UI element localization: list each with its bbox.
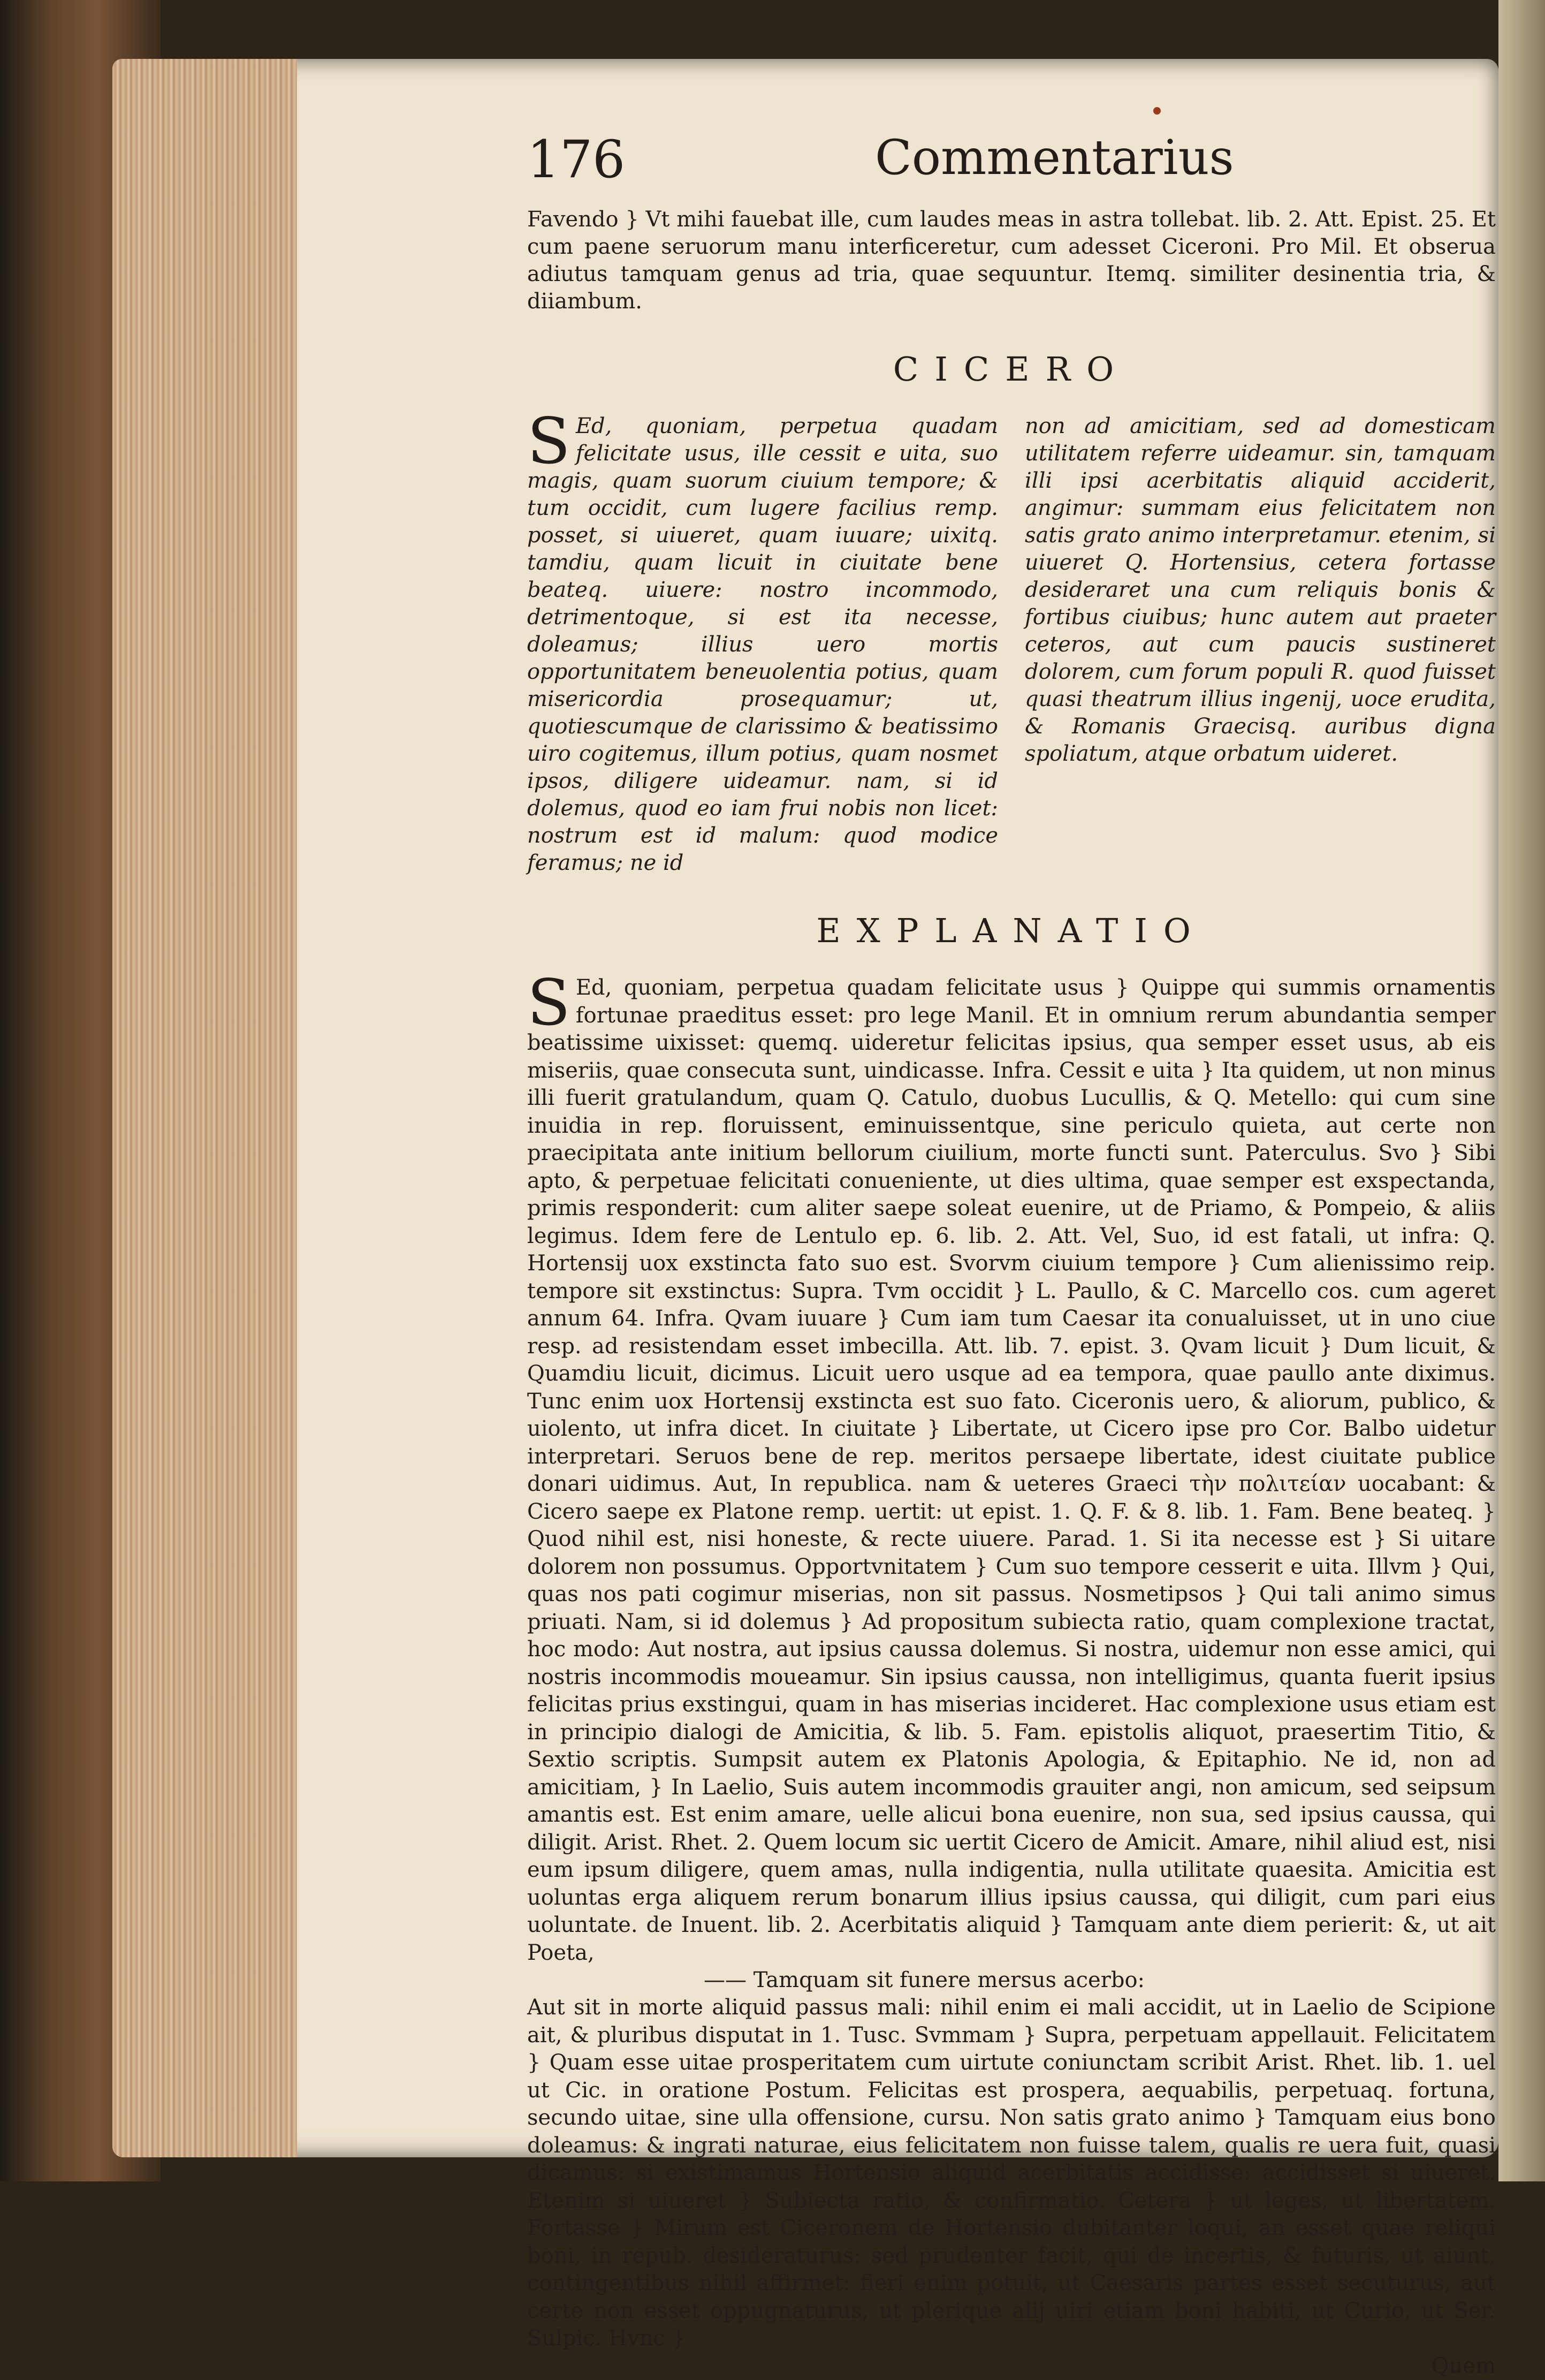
cicero-heading: CICERO: [893, 350, 1130, 389]
explanatio-text: Ed, quoniam, perpetua quadam felicitate usus } Quippe qui summis ornamentis fortunae praeditus esset: pro lege Manil. Et in omnium rerum abundantia semper beatissime uixisset: quemq. uideretur felicitas ipsius, qua semper esset usus, ab eis miseriis, quae consecuta sunt, uindicasse. Infra. Cessit e uita } Ita quidem, ut non minus illi fuerit gratulandum, quam Q. Catulo, duobus Lucullis, & Q. Metello: qui cum sine inuidia in rep. floruissent, eminuissentque, sine periculo quieta, aut certe non praecipitata ante initium bellorum ciuilium, morte functi sunt. Paterculus. Svo } Sibi apto, & perpetuae felicitati conueniente, ut dies ultima, quae semper est exspectanda, primis responderit: cum aliter saepe soleat euenire, ut de Priamo, & Pompeio, & aliis legimus. Idem fere de Lentulo ep. 6. lib. 2. Att. Vel, Suo, id est fatali, ut infra: Q. Hortensij uox exstincta fato suo est. Svorvm ciuium tempore } Cum alienissimo reip. tempore sit exstinctus: Supra. Tvm occidit } L. Paullo, & C. Marcello cos. cum ageret annum 64. Infra. Qvam iuuare } Cum iam tum Caesar ita conualuisset, ut in uno ciue resp. ad resistendam esset imbecilla. Att. lib. 7. epist. 3. Qvam licuit } Dum licuit, & Quamdiu licuit, dicimus. Licuit uero usque ad ea tempora, quae paullo ante diximus. Tunc enim uox Hortensij exstincta est suo fato. Ciceronis uero, & aliorum, publico, & uiolento, ut infra dicet. In ciuitate } Libertate, ut Cicero ipse pro Cor. Balbo uidetur interpretari. Seruos bene de rep. meritos persaepe libertate, idest ciuitate publice donari uidimus. Aut, In republica. nam & ueteres Graeci τὴν πολιτείαν uocabant: & Cicero saepe ex Platone remp. uertit: ut epist. 1. Q. F. & 8. lib. 1. Fam. Bene beateq. } Quod nihil est, nisi honeste, & recte uiuere. Parad. 1. Si ita necesse est } Si uitare dolorem non possumus. Opportvnitatem } Cum suo tempore cesserit e uita. Illvm } Qui, quas nos pati cogimur miserias, non sit passus. Nosmetipsos } Qui tali animo simus priuati. Nam, si id dolemus } Ad propositum subiecta ratio, quam complexione tractat, hoc modo: Aut nostra, aut ipsius caussa dolemus. Si nostra, uidemur non esse amici, qui nostris incommodis moueamur. Sin ipsius caussa, non intelligimus, quanta fuerit ipsius felicitas prius exstingui, quam in has miserias incideret. Hac complexione usus etiam est in principio dialogi de Amicitia, & lib. 5. Fam. epistolis aliquot, praesertim Titio, & Sextio scriptis. Sumpsit autem ex Platonis Apologia, & Epitaphio. Ne id, non ad amicitiam, } In Laelio, Suis autem incommodis grauiter angi, non amicum, sed seipsum amantis est. Est enim amare, uelle alicui bona euenire, non sua, sed ipsius caussa, qui diligit. Arist. Rhet. 2. Quem locum sic uertit Cicero de Amicit. Amare, nihil aliud est, nisi eum ipsum diligere, quem amas, nulla indigentia, nulla utilitate quaesita. Amicitia est uoluntas erga aliquem rerum bonarum illius ipsius caussa, qui diligit, cum pari eius uoluntate. de Inuent. lib. 2. Acerbitatis aliquid } Tamquam ante diem perierit: &, ut ait Poeta,: [527, 975, 1496, 1965]
catchword: Quem: [1431, 2353, 1496, 2378]
cicero-left-column: [527, 404, 998, 877]
page-edge-stack: [112, 59, 297, 2157]
cicero-left-text: Ed, quoniam, perpetua quadam felicitate usus, ille cessit e uita, suo magis, quam suorum ciuium tempore; & tum occidit, cum lugere facilius remp. posset, si uiueret, quam iuuare; uixitq. tamdiu, quam licuit in ciuitate bene beateq. uiuere: nostro incommodo, detrimentoque, si est ita necesse, doleamus; illius uero mortis opportunitatem beneuolentia potius, quam misericordia prosequamur; ut, quotiescumque de clarissimo & beatissimo uiro cogitemus, illum potius, quam nosmet ipsos, diligere uideamur. nam, si id dolemus, quod eo iam frui nobis non licet: nostrum est id malum: quod modice feramus; ne id: [527, 414, 998, 875]
page-number: 176: [527, 130, 626, 190]
facing-page-edge: [1498, 0, 1545, 2181]
cicero-right-column: non ad amicitiam, sed ad domesticam utilitatem referre uideamur. sin, tamquam illi ipsi acerbitatis aliquid acciderit, angimur: summam eius felicitatem non satis grato animo interpretamur. etenim, si uiueret Q. Hortensius, cetera fortasse desideraret una cum reliquis bonis & fortibus ciuibus; hunc autem aut praeter ceteros, aut cum paucis sustineret dolorem, cum forum populi R. quod fuisset quasi theatrum illius ingenij, uoce erudita, & Romanis Graecisq. auribus digna spoliatum, atque orbatum uideret.: [1025, 414, 1496, 766]
ink-stain: [1153, 107, 1161, 115]
intro-paragraph: Favendo } Vt mihi fauebat ille, cum laudes meas in astra tollebat. lib. 2. Att. Epist. 25. Et cum paene seruorum manu interficeretur, cum adesset Ciceroni. Pro Mil. Et obserua adiutus tamquam genus ad tria, quae sequuntur. Itemq. similiter desinentia tria, & diiambum.: [527, 207, 1496, 314]
explanatio-heading: EXPLANATIO: [816, 911, 1207, 950]
text-block: [527, 130, 1496, 2380]
verse-quotation: —— Tamquam sit funere mersus acerbo:: [704, 1968, 1145, 1992]
explanatio-continued: Aut sit in morte aliquid passus mali: nihil enim ei mali accidit, ut in Laelio de Scipione ait, & pluribus disputat in 1. Tusc. Svmmam } Supra, perpetuam appellauit. Felicitatem } Quam esse uitae prosperitatem cum uirtute coniunctam scribit Arist. Rhet. lib. 1. uel ut Cic. in oratione Postum. Felicitas est prospera, aequabilis, perpetuaq. fortuna, secundo uitae, sine ulla offensione, cursu. Non satis grato animo } Tamquam eius bono doleamus: & ingrati naturae, eius felicitatem non fuisse talem, qualis re uera fuit, quasi dicamus: si existimamus Hortensio aliquid acerbitatis accidisse: accidisset si uiueret. Etenim si uiueret } Subiecta ratio, & confirmatio. Cetera } ut leges, ut libertatem. Fortasse } Mirum est Ciceronem de Hortensio dubitanter loqui, an esset quae reliqui boni, in repub. desideraturus: sed prudenter facit, qui de incertis, & futuris, ut aiunt, contingentibus nihil affirmet: fieri enim potuit, ut Caesaris partes esset secuturus, aut certe non esset oppugnaturus, ut plerique alij uiri etiam boni habiti, ut Curio, ut Ser. Sulpic. Hvnc }: [527, 1995, 1496, 2351]
drop-cap: S: [527, 404, 570, 478]
cicero-text: [527, 404, 1496, 877]
explanatio-paragraph: [527, 966, 1496, 1967]
page-header: [527, 130, 1496, 206]
running-title: Commentarius: [875, 130, 1234, 186]
drop-cap: S: [527, 966, 570, 1040]
